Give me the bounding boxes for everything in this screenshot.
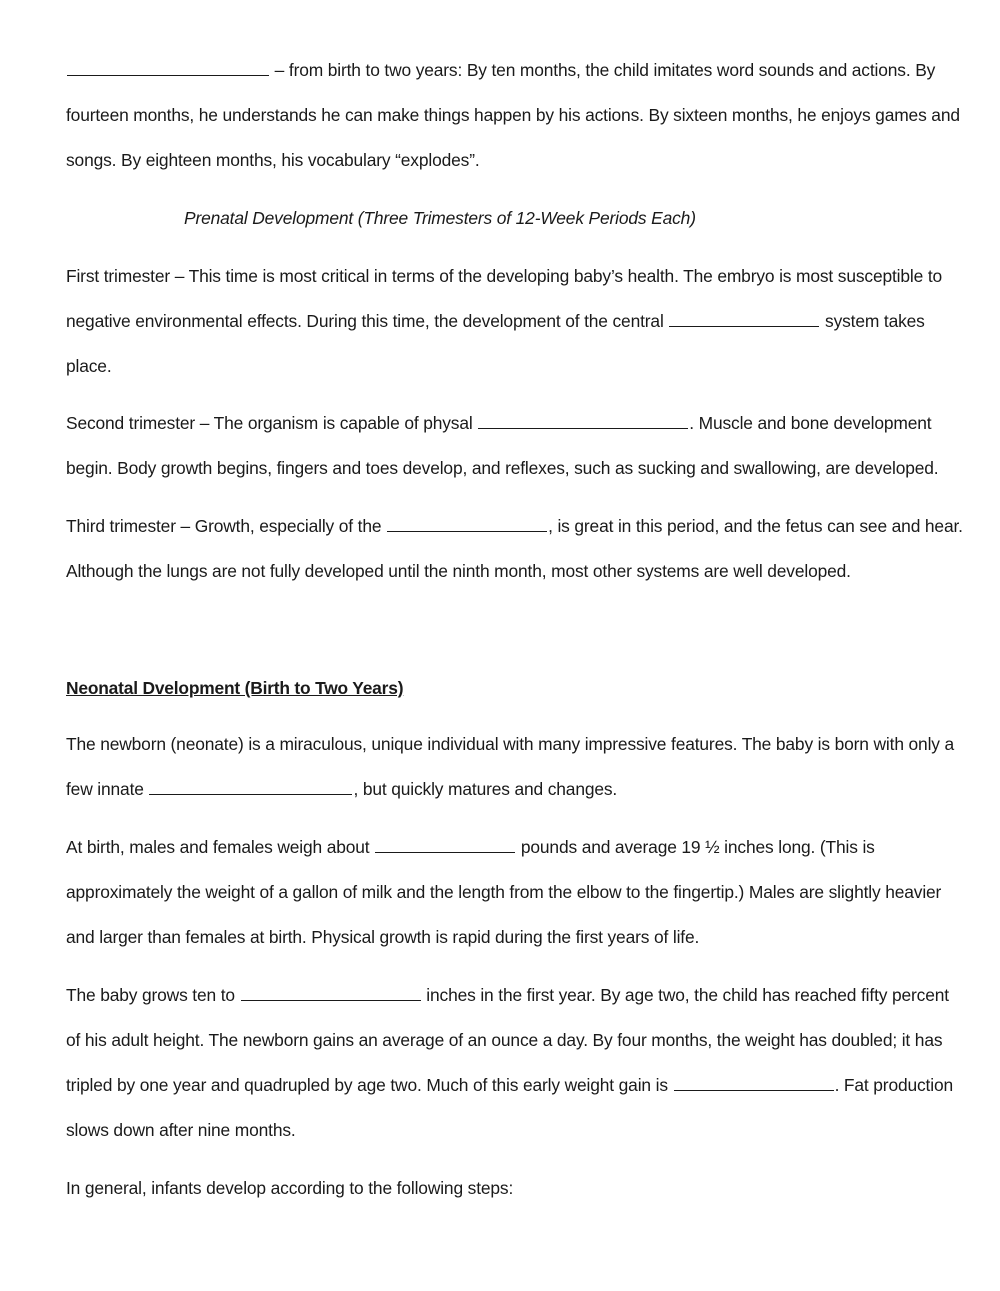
answer-blank-growth[interactable] [387, 530, 547, 532]
newborn-line-2: few innate , but quickly matures and changes. [66, 779, 618, 799]
first-trimester-line-1: First trimester – This time is most critical in terms of the developing baby’s health. The embryo is most susceptible to [66, 266, 943, 286]
answer-blank-reflexes[interactable] [149, 793, 352, 795]
answer-blank-central-system[interactable] [669, 325, 819, 327]
neonatal-heading: Neonatal Dvelopment (Birth to Two Years) [66, 678, 404, 698]
intro-line-2: fourteen months, he understands he can make things happen by his actions. By sixteen months, he enjoys games and [66, 105, 960, 125]
first-trimester-line-2: negative environmental effects. During this time, the development of the central system takes [66, 311, 925, 331]
first-trimester-paragraph [66, 254, 943, 389]
birth-weight-line-1: At birth, males and females weigh about pounds and average 19 ½ inches long. (This is [66, 837, 875, 857]
birth-weight-paragraph [66, 825, 942, 960]
newborn-line-1: The newborn (neonate) is a miraculous, unique individual with many impressive features. The baby is born with only a [66, 734, 955, 754]
steps-intro-line: In general, infants develop according to the following steps: [66, 1178, 514, 1198]
intro-line-3: songs. By eighteen months, his vocabulary “explodes”. [66, 150, 480, 170]
growth-line-1: The baby grows ten to inches in the first year. By age two, the child has reached fifty percent [66, 985, 949, 1005]
birth-weight-line-3: and larger than females at birth. Physical growth is rapid during the first years of life. [66, 927, 700, 947]
first-trimester-line-3: place. [66, 356, 112, 376]
answer-blank-inches[interactable] [241, 999, 421, 1001]
intro-line-1: – from birth to two years: By ten months, the child imitates word sounds and actions. By [66, 48, 928, 93]
answer-blank-pounds[interactable] [375, 851, 515, 853]
second-trimester-line-1: Second trimester – The organism is capable of physal . Muscle and bone development [66, 413, 932, 433]
intro-paragraph [66, 48, 960, 183]
growth-line-4: slows down after nine months. [66, 1120, 296, 1140]
third-trimester-paragraph [66, 504, 963, 594]
birth-weight-line-2: approximately the weight of a gallon of milk and the length from the elbow to the fingertip.) Males are slightly heavier [66, 882, 942, 902]
third-trimester-line-2: Although the lungs are not fully developed until the ninth month, most other systems are well developed. [66, 561, 851, 581]
second-trimester-paragraph [66, 401, 939, 491]
answer-blank-stage[interactable] [67, 74, 269, 76]
growth-line-3: tripled by one year and quadrupled by age two. Much of this early weight gain is . Fat production [66, 1075, 953, 1095]
newborn-paragraph [66, 722, 955, 812]
growth-paragraph [66, 973, 953, 1153]
third-trimester-line-1: Third trimester – Growth, especially of the , is great in this period, and the fetus can see and hear. [66, 516, 963, 536]
answer-blank-physical[interactable] [478, 427, 688, 429]
second-trimester-line-2: begin. Body growth begins, fingers and toes develop, and reflexes, such as sucking and swallowing, are developed. [66, 458, 939, 478]
growth-line-2: of his adult height. The newborn gains an average of an ounce a day. By four months, the weight has doubled; it has [66, 1030, 943, 1050]
prenatal-heading: Prenatal Development (Three Trimesters of 12-Week Periods Each) [184, 208, 696, 228]
answer-blank-weight-gain[interactable] [674, 1089, 834, 1091]
steps-intro-paragraph [66, 1166, 928, 1211]
